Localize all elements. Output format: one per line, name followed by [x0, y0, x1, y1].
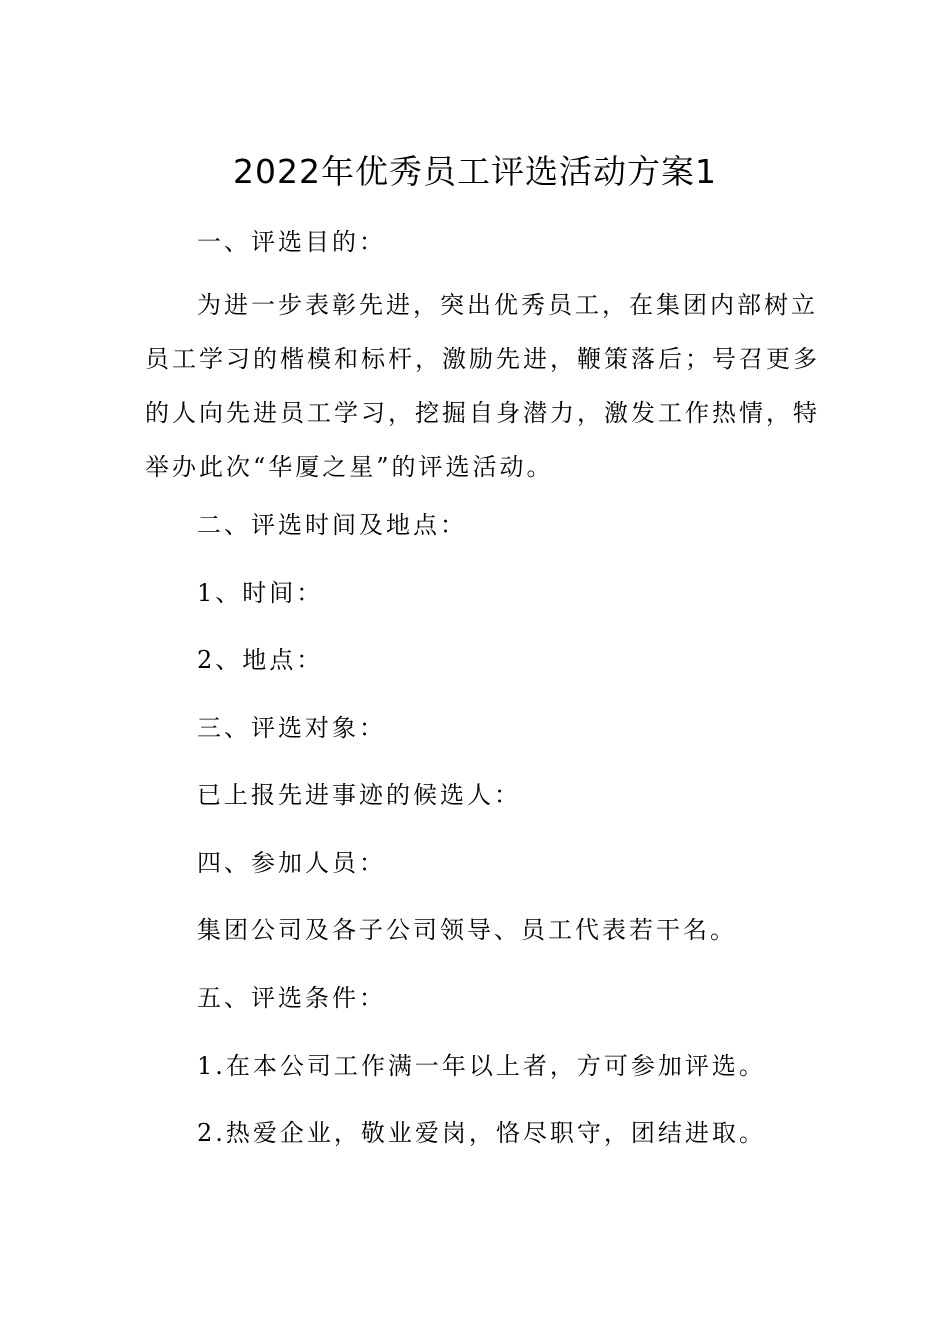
section-2-heading: 二、评选时间及地点： — [197, 511, 467, 539]
section-5-condition-1: 1.在本公司工作满一年以上者，方可参加评选。 — [197, 1052, 766, 1080]
section-3-text: 已上报先进事迹的候选人： — [197, 781, 521, 809]
section-1-paragraph — [145, 288, 820, 504]
document-title: 2022年优秀员工评选活动方案1 — [233, 152, 717, 191]
section-1-heading: 一、评选目的： — [197, 228, 386, 256]
section-5-heading: 五、评选条件： — [197, 984, 386, 1012]
section-3-heading: 三、评选对象： — [197, 714, 386, 742]
paragraph-line: 的人向先进员工学习，挖掘自身潜力，激发工作热情，特 — [145, 399, 820, 427]
paragraph-line: 为进一步表彰先进，突出优秀员工，在集团内部树立 — [197, 291, 818, 319]
section-2-place-item: 2、地点： — [197, 646, 324, 674]
section-5-condition-2: 2.热爱企业，敬业爱岗，恪尽职守，团结进取。 — [197, 1119, 766, 1147]
section-4-text: 集团公司及各子公司领导、员工代表若干名。 — [197, 916, 737, 944]
paragraph-line: 举办此次“华厦之星”的评选活动。 — [145, 453, 554, 481]
section-4-heading: 四、参加人员： — [197, 849, 386, 877]
paragraph-line: 员工学习的楷模和标杆，激励先进，鞭策落后；号召更多 — [145, 345, 820, 373]
section-2-time-item: 1、时间： — [197, 579, 324, 607]
